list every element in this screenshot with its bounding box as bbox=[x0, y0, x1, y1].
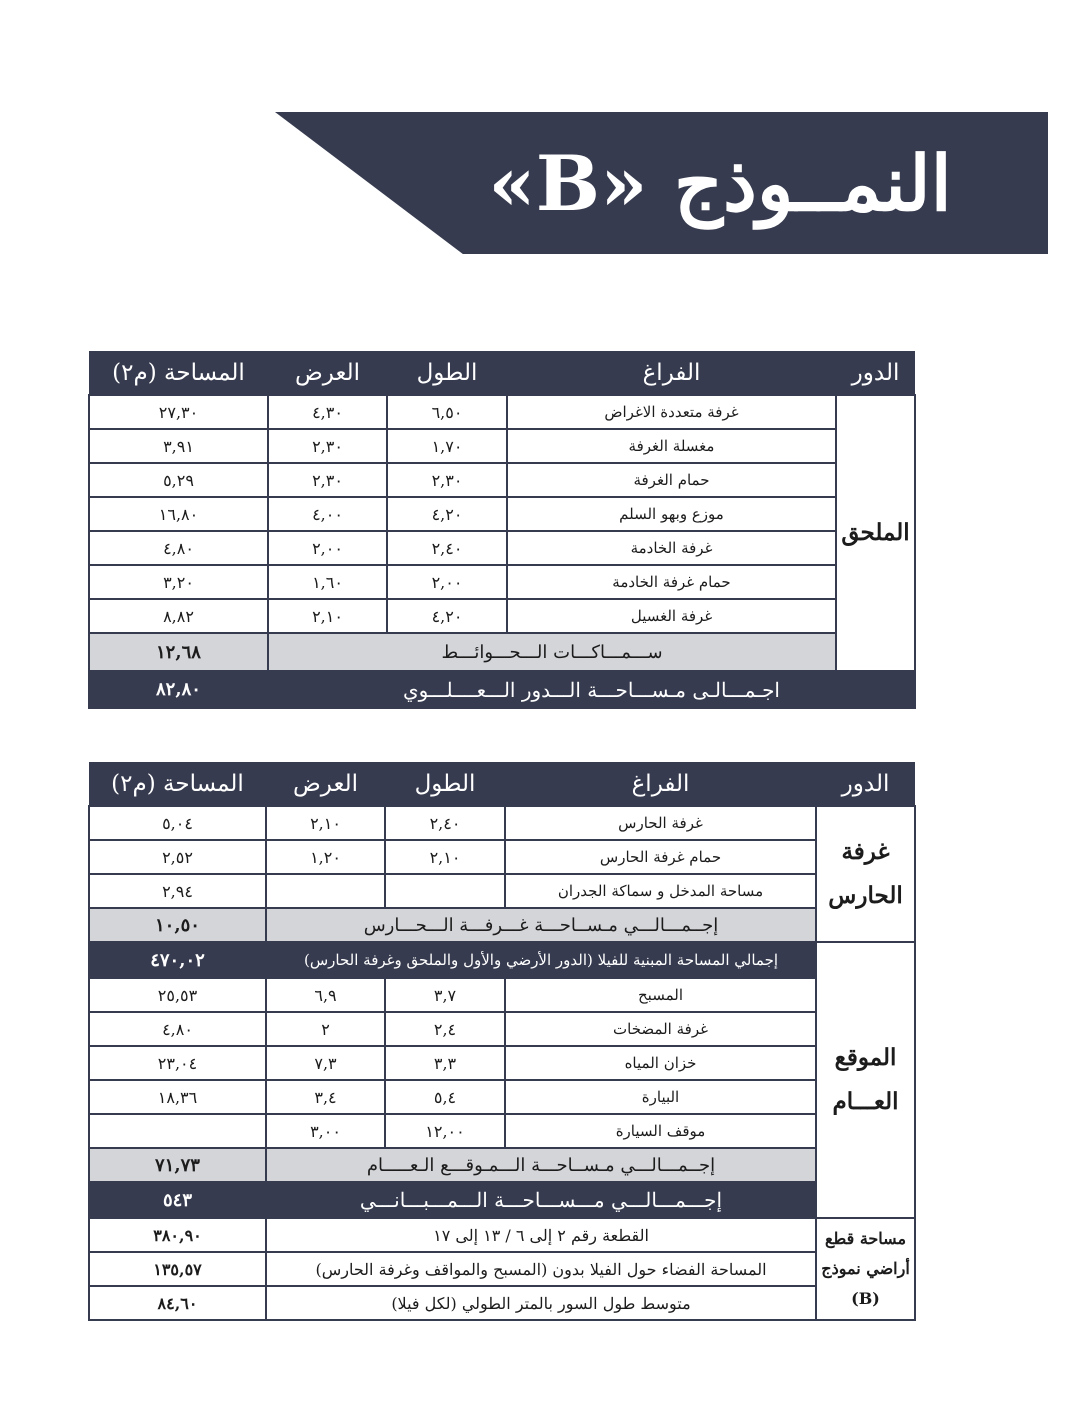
annex-total-label: اجـمـــالـى مـســـاحـــة الـــدور الـــعــــلـــوي bbox=[268, 671, 915, 708]
header-floor: الدور bbox=[816, 762, 915, 806]
site-total-row bbox=[89, 1148, 915, 1182]
plot-row bbox=[89, 1218, 915, 1252]
table-row bbox=[89, 978, 915, 1012]
width-cell: ١,٦٠ bbox=[268, 565, 387, 599]
plot-row-label: متوسط طول السور بالمتر الطولي (لكل فيلا) bbox=[266, 1286, 816, 1320]
built-total-label: إجمالي المساحة المبنية للفيلا (الدور الأرضي والأول والملحق وغرفة الحارس) bbox=[266, 942, 816, 978]
header-width: العرض bbox=[266, 762, 385, 806]
header-width: العرض bbox=[268, 351, 387, 395]
width-cell: ٣,٤ bbox=[266, 1080, 385, 1114]
table-row bbox=[89, 565, 915, 599]
walls-label: ســـمـــاكـــات الـــحـــوائـــط bbox=[268, 633, 836, 671]
length-cell: ١,٧٠ bbox=[387, 429, 507, 463]
header-floor: الدور bbox=[836, 351, 915, 395]
area-cell: ٢,٩٤ bbox=[89, 874, 266, 908]
length-cell: ٢,١٠ bbox=[385, 840, 505, 874]
site-total-label: إجــمـــالـــي مـســاحـــة الـــمـوقـــع الـعـــــام bbox=[266, 1148, 816, 1182]
header-area: المساحة (م٢) bbox=[89, 762, 266, 806]
buildings-total-area: ٥٤٣ bbox=[89, 1182, 266, 1218]
width-cell: ٣,٠٠ bbox=[266, 1114, 385, 1148]
buildings-total-row bbox=[89, 1182, 915, 1218]
area-cell: ٢٧,٣٠ bbox=[89, 395, 268, 429]
width-cell: ٢,٠٠ bbox=[268, 531, 387, 565]
area-cell: ٢٣,٠٤ bbox=[89, 1046, 266, 1080]
table-row bbox=[89, 806, 915, 840]
plot-row-label: المساحة الفضاء حول الفيلا بدون (المسبح والمواقف وغرفة الحارس) bbox=[266, 1252, 816, 1286]
built-total-area: ٤٧٠,٠٢ bbox=[89, 942, 266, 978]
area-cell: ٣,٩١ bbox=[89, 429, 268, 463]
header-length: الطول bbox=[385, 762, 505, 806]
width-cell: ٧,٣ bbox=[266, 1046, 385, 1080]
length-cell: ٢,٤٠ bbox=[387, 531, 507, 565]
length-cell: ١٢,٠٠ bbox=[385, 1114, 505, 1148]
space-cell: خزان المياه bbox=[505, 1046, 816, 1080]
length-cell: ٣,٧ bbox=[385, 978, 505, 1012]
guard-total-row bbox=[89, 908, 915, 942]
guard-total-label: إجــمـــالـــي مـســاحـــة غـــرفـــة الـــحـــارس bbox=[266, 908, 816, 942]
area-cell: ٥,٠٤ bbox=[89, 806, 266, 840]
area-cell: ٨,٨٢ bbox=[89, 599, 268, 633]
guard-total-area: ١٠,٥٠ bbox=[89, 908, 266, 942]
walls-area: ١٢,٦٨ bbox=[89, 633, 268, 671]
area-cell: ٣,٢٠ bbox=[89, 565, 268, 599]
space-cell: مغسلة الغرفة bbox=[507, 429, 836, 463]
plot-row-value: ٨٤,٦٠ bbox=[89, 1286, 266, 1320]
width-cell: ٢,١٠ bbox=[268, 599, 387, 633]
space-cell: غرفة الحارس bbox=[505, 806, 816, 840]
built-total-row bbox=[89, 942, 915, 978]
length-cell: ٢,٤٠ bbox=[385, 806, 505, 840]
width-cell: ٢ bbox=[266, 1012, 385, 1046]
width-cell: ٤,٠٠ bbox=[268, 497, 387, 531]
space-cell: مساحة المدخل و سماكة الجدران bbox=[505, 874, 816, 908]
length-cell: ٢,٤ bbox=[385, 1012, 505, 1046]
floor-label-general-site: الموقع العـــام bbox=[816, 942, 915, 1218]
length-cell: ٢,٠٠ bbox=[387, 565, 507, 599]
area-cell: ٤,٨٠ bbox=[89, 1012, 266, 1046]
length-cell bbox=[385, 874, 505, 908]
table-row bbox=[89, 1012, 915, 1046]
space-cell: البيارة bbox=[505, 1080, 816, 1114]
header-length: الطول bbox=[387, 351, 507, 395]
space-cell: غرفة الخادمة bbox=[507, 531, 836, 565]
area-cell bbox=[89, 1114, 266, 1148]
plot-row bbox=[89, 1286, 915, 1320]
length-cell: ٥,٤ bbox=[385, 1080, 505, 1114]
table-row bbox=[89, 874, 915, 908]
walls-row bbox=[89, 633, 915, 671]
space-cell: حمام غرفة الحارس bbox=[505, 840, 816, 874]
space-cell: حمام الغرفة bbox=[507, 463, 836, 497]
page-title: النمــوذج «B» bbox=[488, 138, 952, 228]
table-header-row bbox=[89, 351, 915, 395]
floor-label-annex: الملحق bbox=[836, 395, 915, 671]
area-cell: ٢٥,٥٣ bbox=[89, 978, 266, 1012]
space-cell: حمام غرفة الخادمة bbox=[507, 565, 836, 599]
table-row bbox=[89, 1080, 915, 1114]
width-cell: ٤,٣٠ bbox=[268, 395, 387, 429]
table-row bbox=[89, 1114, 915, 1148]
space-cell: موقف السيارة bbox=[505, 1114, 816, 1148]
header-area: المساحة (م٢) bbox=[89, 351, 268, 395]
plot-row-value: ١٣٥,٥٧ bbox=[89, 1252, 266, 1286]
table-row bbox=[89, 531, 915, 565]
width-cell: ١,٢٠ bbox=[266, 840, 385, 874]
plot-row-value: ٣٨٠,٩٠ bbox=[89, 1218, 266, 1252]
area-cell: ٢,٥٢ bbox=[89, 840, 266, 874]
space-cell: موزع وبهو السلم bbox=[507, 497, 836, 531]
table-row bbox=[89, 429, 915, 463]
space-cell: غرفة الغسيل bbox=[507, 599, 836, 633]
header-space: الفراغ bbox=[505, 762, 816, 806]
floor-label-guard-room: غرفة الحارس bbox=[816, 806, 915, 942]
annex-total-area: ٨٢,٨٠ bbox=[89, 671, 268, 708]
site-total-area: ٧١,٧٣ bbox=[89, 1148, 266, 1182]
length-cell: ٤,٢٠ bbox=[387, 497, 507, 531]
area-cell: ١٦,٨٠ bbox=[89, 497, 268, 531]
table-header-row bbox=[89, 762, 915, 806]
plot-row bbox=[89, 1252, 915, 1286]
width-cell: ٦,٩ bbox=[266, 978, 385, 1012]
plot-row-label: القطعة رقم ٢ إلى ٦ / ١٣ إلى ١٧ bbox=[266, 1218, 816, 1252]
table-row bbox=[89, 497, 915, 531]
width-cell: ٢,٣٠ bbox=[268, 429, 387, 463]
space-cell: المسبح bbox=[505, 978, 816, 1012]
length-cell: ٢,٣٠ bbox=[387, 463, 507, 497]
area-cell: ٤,٨٠ bbox=[89, 531, 268, 565]
length-cell: ٦,٥٠ bbox=[387, 395, 507, 429]
length-cell: ٣,٣ bbox=[385, 1046, 505, 1080]
annex-total-row bbox=[89, 671, 915, 708]
area-cell: ١٨,٣٦ bbox=[89, 1080, 266, 1114]
table-row bbox=[89, 599, 915, 633]
header-space: الفراغ bbox=[507, 351, 836, 395]
table-row bbox=[89, 1046, 915, 1080]
space-cell: غرفة متعددة الاغراض bbox=[507, 395, 836, 429]
space-cell: غرفة المضخات bbox=[505, 1012, 816, 1046]
buildings-total-label: إجـــمـــالـــي مـــســـاحـــة الـــمـــبـــانـــي bbox=[266, 1182, 816, 1218]
width-cell: ٢,٣٠ bbox=[268, 463, 387, 497]
annex-table bbox=[88, 351, 916, 709]
width-cell bbox=[266, 874, 385, 908]
length-cell: ٤,٢٠ bbox=[387, 599, 507, 633]
width-cell: ٢,١٠ bbox=[266, 806, 385, 840]
site-table bbox=[88, 762, 916, 1321]
table-row bbox=[89, 463, 915, 497]
table-row bbox=[89, 840, 915, 874]
plots-label: مساحة قطع أراضي نموذج (B) bbox=[816, 1218, 915, 1320]
table-row bbox=[89, 395, 915, 429]
area-cell: ٥,٢٩ bbox=[89, 463, 268, 497]
